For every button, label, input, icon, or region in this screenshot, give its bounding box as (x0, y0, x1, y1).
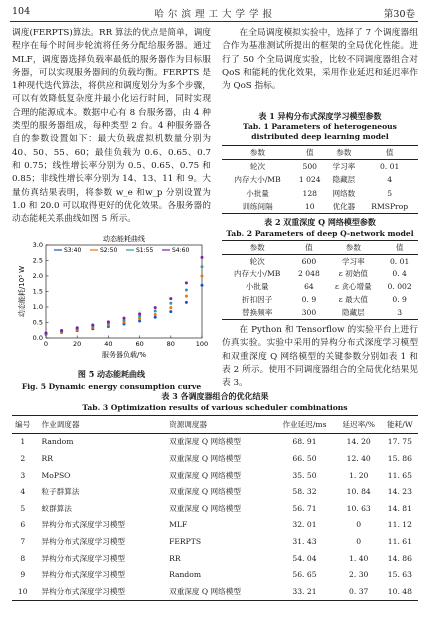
table-cell: 68. 91 (292, 437, 317, 447)
table-row (12, 450, 418, 467)
table-row (222, 254, 418, 267)
figure-caption-cn: 图 5 动态能耗曲线 (77, 369, 146, 379)
energy-chart-svg (6, 233, 212, 365)
x-tick-label: 60 (135, 340, 144, 348)
table-cell: 10 (12, 583, 34, 600)
table-cell: 35. 50 (292, 470, 317, 480)
x-tick-label: 0 (43, 340, 49, 348)
table-cell: FERPTS (169, 536, 202, 546)
table-cell: 0 (356, 520, 362, 530)
left-paragraph: 调度(FERPTS)算法。RR 算法的优点是简单，调度程序在每个时间步轮流将任务分配给服务器。通过MLF，调度器选择负载率最低的服务器作为目标服务器，可以实现服务器间的负载均衡。FERPTS 是 1种现代迭代算法，将供应和调度划分为多个步骤，可以有效降低复杂度并最小化运行时间，同时实现合理的能源成本。数据中心有 8 台服务器，由 4 种类型的服务器组成，每种类型 2 台。4 种服务器各自的参数设置如下：最大负载虚拟机数量分别为 40、50、55、60；最佳负载为 0.6、0.65、0.7 和 0.75；线性增长率分别为 0.5、0.65、0.75 和 0.85；非线性增长率分别为 14、13、11 和 9。大量仿真结果表明，将参数 w_e 和w_p 分别设置为 1.0 和 20.0 可以取得更好的优化效果。各服务器的动态能耗关系曲线如图 5 所示。 (12, 28, 211, 225)
table-cell: 内存大小/MB (234, 269, 281, 279)
figure-caption-en: Fig. 5 Dynamic energy consumption curve (21, 382, 202, 391)
y-tick-label: 2.5 (32, 256, 43, 265)
table-cell: Random (41, 437, 74, 447)
data-point (185, 301, 188, 304)
table-cell: 14. 23 (387, 487, 412, 497)
table-header-cell: 值 (292, 241, 325, 255)
table-row (222, 268, 418, 281)
table-cell: 0. 01 (389, 256, 410, 266)
data-point (45, 332, 48, 335)
table-cell: 66. 50 (292, 453, 317, 463)
data-point (107, 320, 110, 323)
chart-title: 动态能耗曲线 (103, 235, 145, 243)
table-row (222, 187, 418, 200)
table-cell: 轮次 (249, 256, 265, 266)
table-cell: 异构分布式深度学习模型 (41, 570, 126, 580)
table-header-cell: 值 (381, 241, 418, 255)
table-cell: 双重深度 Q 网络模型 (169, 487, 241, 497)
data-point (169, 310, 172, 313)
table-cell: 双重深度 Q 网络模型 (163, 583, 273, 600)
table-cell: MLF (169, 520, 188, 530)
table-cell: 14. 81 (387, 503, 412, 513)
data-point (138, 312, 141, 315)
y-tick-label: 0.0 (32, 334, 43, 343)
page-number: 104 (12, 6, 31, 17)
table-row (222, 160, 418, 174)
table-cell: 4 (20, 487, 26, 497)
data-point (185, 281, 188, 284)
table-header-cell: 值 (293, 146, 326, 160)
table-cell: 0. 002 (387, 282, 412, 292)
table-cell: 11. 61 (387, 536, 412, 546)
left-column-text (12, 27, 211, 226)
table-row (222, 306, 418, 319)
x-tick-label: 80 (166, 340, 175, 348)
table-cell: 6 (20, 520, 26, 530)
table-row (12, 500, 418, 517)
table-cell: 0. 37 (336, 583, 382, 600)
data-point (201, 265, 204, 268)
table-cell: 17. 75 (387, 437, 412, 447)
table-cell: 蚁群算法 (41, 503, 72, 513)
data-point (169, 302, 172, 305)
table-cell: 1 (20, 437, 26, 447)
table-cell: 14. 86 (387, 553, 412, 563)
y-tick-label: 3.0 (32, 241, 43, 250)
table-cell: 10 (293, 200, 326, 214)
table-cell: 双重深度 Q 网络模型 (169, 470, 241, 480)
table-cell: 4 (387, 175, 393, 185)
table-row (12, 433, 418, 450)
table-header-cell: 作业延迟/ms (273, 416, 335, 434)
y-tick-label: 1.5 (32, 287, 43, 296)
table-cell: 小批量 (245, 282, 269, 292)
table-cell: 15. 63 (387, 570, 412, 580)
table-cell: 600 (301, 256, 317, 266)
table-cell: 隐藏层 (332, 175, 356, 185)
table-cell: 10. 48 (382, 583, 418, 600)
table-cell: 异构分布式深度学习模型 (34, 583, 164, 600)
table-header-cell: 延迟率/% (336, 416, 382, 434)
table-cell: 网络数 (332, 188, 356, 198)
table-row (12, 533, 418, 550)
table-cell: 9 (20, 570, 26, 580)
table-row (222, 173, 418, 186)
table2-caption-en: Tab. 2 Parameters of deep Q-network model (226, 229, 414, 238)
table-header-cell: 参数 (222, 241, 292, 255)
table-cell: 1 024 (298, 175, 321, 185)
data-point (60, 329, 63, 332)
data-point (154, 310, 157, 313)
table-row (12, 583, 418, 600)
journal-title: 哈 尔 滨 理 工 大 学 学 报 (154, 9, 273, 20)
table-header-row (12, 416, 418, 434)
table2-caption-cn: 表 2 双重深度 Q 网络模型参数 (264, 217, 376, 227)
table-cell: 异构分布式深度学习模型 (41, 520, 126, 530)
y-tick-label: 2.0 (32, 272, 43, 281)
table-row (222, 293, 418, 306)
table-cell: 3 (20, 470, 26, 480)
y-tick-label: 0.5 (32, 318, 43, 327)
table-cell: 56. 71 (292, 503, 317, 513)
table-cell: 轮次 (249, 162, 266, 172)
table-cell: 15. 86 (387, 453, 412, 463)
table-cell: 小批量 (246, 188, 269, 198)
table-cell: 2. 30 (349, 570, 369, 580)
table-cell: ε 最大值 (338, 295, 368, 305)
table-header-cell: 作业调度器 (34, 416, 164, 434)
table-cell: 32. 01 (292, 520, 317, 530)
legend-label: S2:50 (100, 247, 118, 254)
table-cell: 学习率 (332, 162, 356, 172)
table-cell: 54. 04 (292, 553, 317, 563)
figure-5-chart (6, 233, 212, 365)
data-point (185, 288, 188, 291)
data-point (154, 313, 157, 316)
table-cell: 8 (20, 553, 26, 563)
legend-label: S4:60 (172, 247, 190, 254)
table-cell: 64 (304, 282, 314, 292)
table-cell: 折扣因子 (242, 295, 273, 305)
x-tick-label: 20 (73, 340, 82, 348)
table1 (222, 145, 418, 214)
table3-caption-cn: 表 3 各调度器组合的优化结果 (161, 391, 269, 401)
table-cell: RMSProp (361, 200, 418, 214)
right-paragraph-1: 在全局调度模拟实验中，选择了 7 个调度器组合作为基准测试所提出的框架的全局优化性能。进行了 50 个全局调度实验，比较不同调度器组合对QoS 和能耗的优化效果，采用作业延迟和延迟率作为 QoS 指标。 (222, 28, 418, 92)
table-cell: 11. 65 (387, 470, 412, 480)
table-cell: 粒子群算法 (41, 487, 80, 497)
table-cell: 7 (20, 536, 26, 546)
table-header-cell: 能耗/W (382, 416, 418, 434)
data-point (76, 326, 79, 329)
data-point (201, 256, 204, 259)
table-cell: ε 初始值 (338, 269, 368, 279)
table1-caption-en: Tab. 1 Parameters of heterogeneous distributed deep learning model (243, 122, 397, 141)
table-row (222, 200, 418, 214)
table-cell: MoPSO (41, 470, 71, 480)
table-cell: 异构分布式深度学习模型 (41, 553, 126, 563)
table-cell: 1. 40 (349, 553, 369, 563)
right-paragraph-2: 在 Python 和 Tensorflow 的实验平台上进行仿真实验。实验中采用的异构分布式深度学习模型和双重深度 Q 网络模型的关键参数分别如表 1 和表 2 所示。使用不同调度器组合的全局优化结果见表 3。 (222, 325, 418, 389)
table-cell: 0. 4 (392, 269, 407, 279)
table-cell: 双重深度 Q 网络模型 (169, 453, 241, 463)
y-axis-label: 动态能耗/10³ W (18, 265, 26, 318)
table-cell: 训练间隔 (222, 200, 293, 214)
table-header-cell: 参数 (326, 146, 361, 160)
table-header-row (222, 241, 418, 255)
table-cell: ε 贪心增量 (334, 282, 372, 292)
table1-caption-cn: 表 1 异构分布式深度学习模型参数 (258, 111, 382, 121)
table-cell: 56. 65 (292, 570, 317, 580)
table-cell: 11. 12 (387, 520, 412, 530)
table-cell: 替换频率 (222, 306, 292, 319)
data-point (201, 284, 204, 287)
volume-label: 第30卷 (383, 9, 415, 20)
table-cell: 2 (20, 453, 26, 463)
x-tick-label: 40 (104, 340, 113, 348)
table-cell: 12. 40 (346, 453, 371, 463)
table-cell: 内存大小/MB (234, 175, 281, 185)
data-point (91, 323, 94, 326)
table-header-cell: 参数 (222, 146, 293, 160)
data-point (154, 306, 157, 309)
table-cell: 1. 20 (349, 470, 369, 480)
x-axis-label: 服务器负载/% (101, 351, 147, 359)
y-tick-label: 1.0 (32, 303, 43, 312)
legend-label: S1:55 (136, 247, 154, 254)
table-cell: 0 (356, 536, 362, 546)
table-header-cell: 资源调度器 (163, 416, 273, 434)
table-cell: 3 (381, 306, 418, 319)
table-cell: RR (169, 553, 181, 563)
table-header-row (222, 146, 418, 160)
table-cell: 双重深度 Q 网络模型 (169, 437, 241, 447)
data-point (169, 306, 172, 309)
table-row (222, 280, 418, 293)
table-cell: 500 (302, 162, 317, 172)
data-point (201, 275, 204, 278)
table-cell: 双重深度 Q 网络模型 (169, 503, 241, 513)
table-cell: 0. 9 (392, 295, 407, 305)
table-cell: 2 048 (298, 269, 320, 279)
x-tick-label: 100 (195, 340, 209, 348)
table-cell: Random (169, 570, 202, 580)
table-cell: 10. 84 (346, 487, 371, 497)
header-rule (10, 21, 418, 22)
table-header-cell: 参数 (325, 241, 381, 255)
table-cell: 58. 32 (292, 487, 317, 497)
table-cell: 128 (302, 188, 317, 198)
right-column-text (222, 27, 418, 93)
table-row (12, 550, 418, 567)
table-cell: 31. 43 (292, 536, 317, 546)
table-row (12, 483, 418, 500)
table-row (12, 566, 418, 583)
table-cell: 学习率 (341, 256, 365, 266)
table-cell: 10. 63 (346, 503, 371, 513)
table-cell: 优化器 (326, 200, 361, 214)
table-header-cell: 编号 (12, 416, 34, 434)
data-point (123, 317, 126, 320)
data-point (185, 295, 188, 298)
table-header-cell: 值 (361, 146, 418, 160)
table-cell: 33. 21 (273, 583, 335, 600)
table-cell: 0. 9 (301, 295, 317, 305)
right-column-text-2 (222, 324, 418, 390)
table3 (12, 415, 418, 601)
data-point (169, 297, 172, 300)
table2 (222, 240, 418, 320)
table-cell: 隐藏层 (325, 306, 381, 319)
table-row (12, 467, 418, 484)
table-row (12, 517, 418, 534)
table-cell: 5 (387, 188, 393, 198)
table3-caption-en: Tab. 3 Optimization results of various scheduler combinations (82, 403, 348, 412)
table-cell: RR (41, 453, 53, 463)
legend-label: S3:40 (64, 247, 82, 254)
table-cell: 300 (292, 306, 325, 319)
data-point (154, 316, 157, 319)
table-cell: 14. 20 (346, 437, 371, 447)
table-cell: 0. 01 (380, 162, 400, 172)
table-cell: 异构分布式深度学习模型 (41, 536, 126, 546)
table-cell: 5 (20, 503, 26, 513)
